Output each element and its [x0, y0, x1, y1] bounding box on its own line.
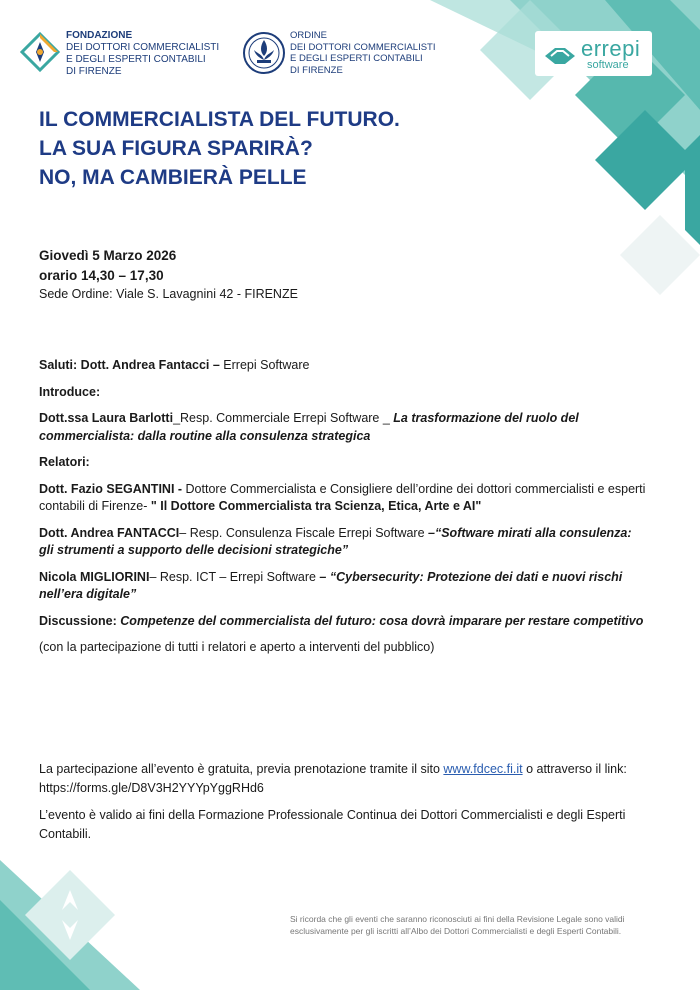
intro-name: Dott.ssa Laura Barlotti: [39, 411, 174, 425]
site-link[interactable]: www.fdcec.fi.it: [443, 762, 523, 776]
speaker-role: – Resp. ICT – Errepi Software: [149, 569, 320, 584]
intro-line: [39, 410, 649, 445]
speaker-name: Dott. Fazio SEGANTINI -: [39, 481, 186, 496]
event-date: Giovedì 5 Marzo 2026: [39, 248, 177, 263]
event-time: orario 14,30 – 17,30: [39, 267, 164, 283]
title-line-2: LA SUA FIGURA SPARIRÀ?: [39, 137, 313, 160]
validity-text: L’evento è valido ai fini della Formazione Professionale Continua dei Dottori Commercialisti e degli Esperti Contabili.: [39, 808, 626, 841]
speaker-item: [39, 481, 649, 516]
speaker-talk: " Il Dottore Commercialista tra Scienza, Etica, Arte e AI": [150, 499, 482, 513]
discussione-line: [39, 613, 649, 631]
event-details: [39, 246, 298, 305]
title-line-3: NO, MA CAMBIERÀ PELLE: [39, 166, 307, 189]
ordine-logo: [242, 30, 442, 80]
speaker-item: [39, 569, 649, 604]
speaker-role: Dottore Commercialista e Consigliere dell’ordine dei dottori commercialisti e esperti contabili di Firenze-: [39, 481, 646, 513]
errepi-tagline: software: [587, 59, 629, 71]
form-link[interactable]: https://forms.gle/D8V3H2YYYpYggRHd6: [39, 781, 264, 795]
speaker-name: Dott. Andrea FANTACCI: [39, 525, 180, 540]
ordine-line-2: DEI DOTTORI COMMERCIALISTI: [290, 41, 436, 53]
ordine-line-3: E DEGLI ESPERTI CONTABILI: [290, 53, 423, 64]
event-program: [39, 357, 649, 657]
errepi-software-logo: [535, 31, 652, 76]
fondazione-line-2: DEI DOTTORI COMMERCIALISTI: [66, 42, 220, 53]
footer-note: Si ricorda che gli eventi che saranno riconosciuti ai fini della Revisione Legale sono validi esclusivamente per gli iscritti all’Albo dei Dottori Commercialisti e degli Esperti Contabili.: [290, 914, 625, 936]
introduce-label: Introduce:: [39, 384, 101, 399]
decorative-shapes-bottom-left: [0, 840, 140, 990]
ordine-line-1: ORDINE: [290, 30, 327, 41]
saluti-line: [39, 357, 649, 375]
speaker-role: – Resp. Consulenza Fiscale Errepi Software: [179, 525, 429, 540]
fondazione-line-4: DI FIRENZE: [66, 66, 122, 77]
saluti-label: Saluti: Dott. Andrea Fantacci –: [39, 358, 224, 372]
fondazione-line-1: FONDAZIONE: [66, 30, 133, 41]
registration-text: La partecipazione all’evento è gratuita, previa prenotazione tramite il sito: [39, 762, 444, 776]
errepi-wordmark: errepi: [581, 36, 641, 61]
speaker-talk: –“Software mirati alla consulenza: gli strumenti a supporto delle decisioni strategiche”: [39, 525, 632, 557]
intro-talk: La trasformazione del ruolo del commercialista: dalla routine alla consulenza strategica: [39, 411, 579, 443]
discussione-text: Competenze del commercialista del futuro: cosa dovrà imparare per restare competitivo: [120, 613, 644, 628]
ordine-seal-icon: [242, 30, 286, 76]
registration-paragraph: [39, 760, 649, 798]
speaker-name: Nicola MIGLIORINI: [39, 569, 150, 584]
fondazione-logo: [20, 30, 250, 80]
saluti-org: Errepi Software: [223, 358, 310, 372]
discussione-label: Discussione:: [39, 613, 121, 628]
fondazione-emblem-icon: [20, 32, 60, 76]
title-line-1: IL COMMERCIALISTA DEL FUTURO.: [39, 108, 400, 131]
speaker-talk: – “Cybersecurity: Protezione dei dati e nuovi rischi nell’era digitale”: [39, 569, 623, 601]
event-venue: Sede Ordine: Viale S. Lavagnini 42 - FIRENZE: [39, 287, 298, 301]
registration-info: [39, 760, 649, 844]
fondazione-line-3: E DEGLI ESPERTI CONTABILI: [66, 54, 206, 65]
intro-role: _Resp. Commerciale Errepi Software _: [173, 411, 394, 425]
errepi-cloud-icon: [541, 40, 579, 68]
registration-mid: o attraverso il link:: [522, 762, 627, 776]
event-title: [39, 105, 559, 192]
partecipazione-note: (con la partecipazione di tutti i relatori e aperto a interventi del pubblico): [39, 640, 435, 654]
relatori-label: Relatori:: [39, 455, 90, 469]
speaker-item: [39, 525, 649, 560]
ordine-line-4: DI FIRENZE: [290, 64, 343, 76]
